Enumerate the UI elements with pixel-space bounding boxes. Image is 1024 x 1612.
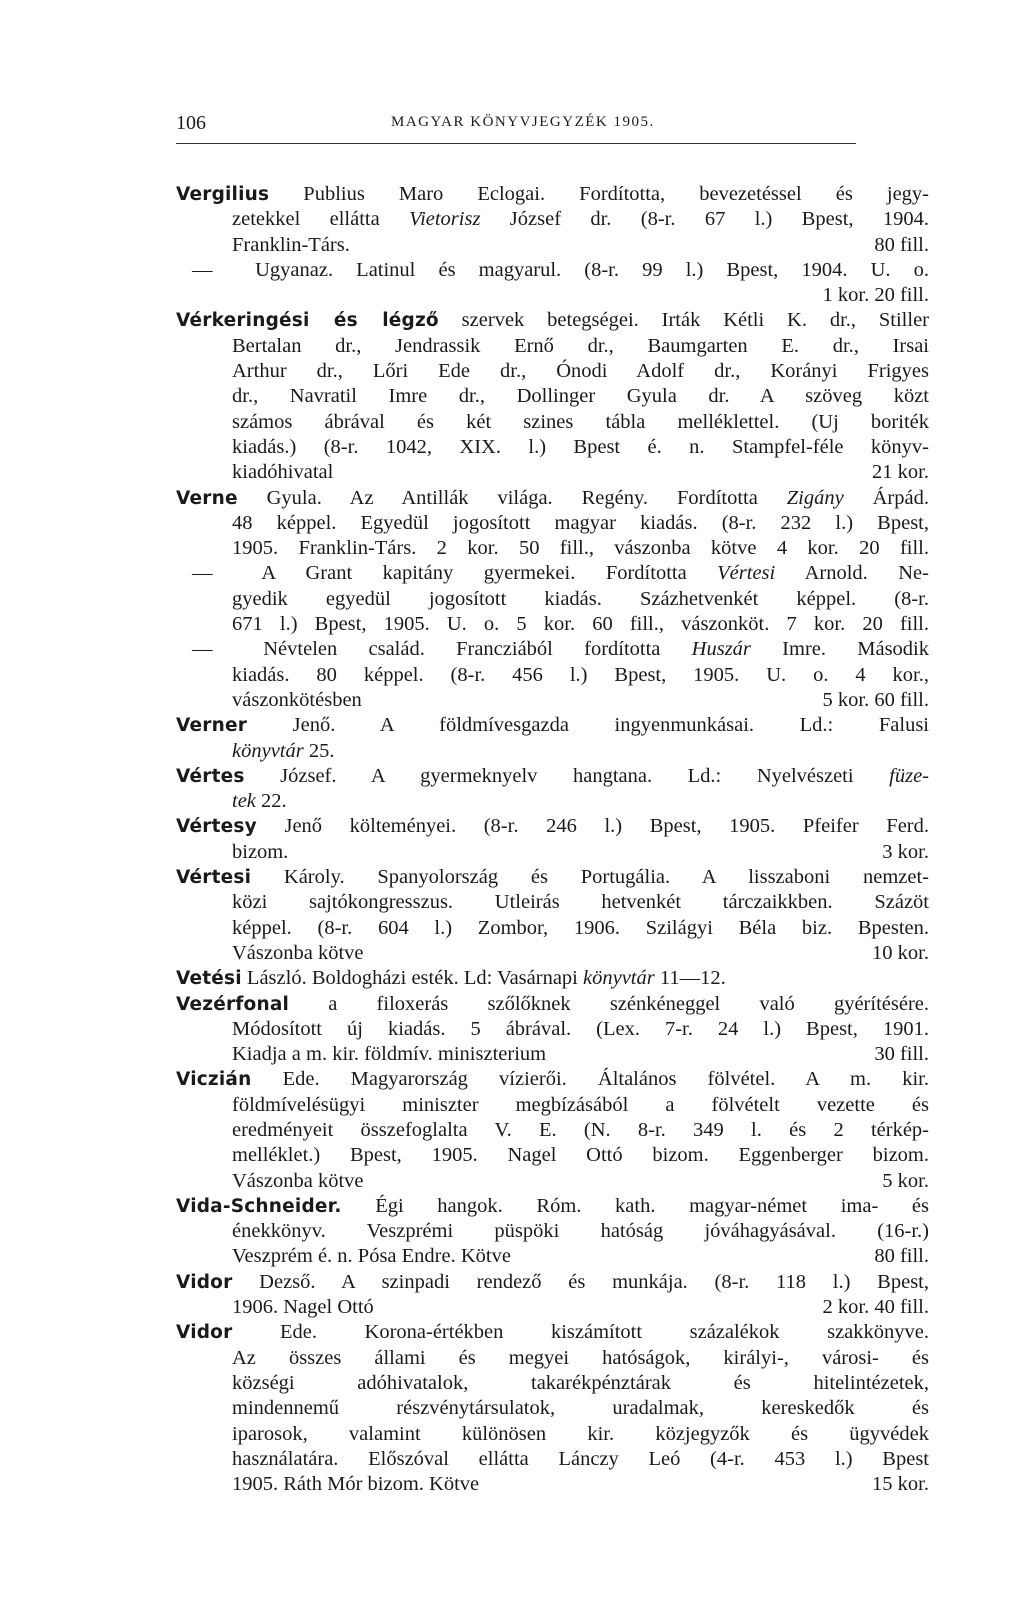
price: 80 fill. bbox=[874, 1245, 929, 1268]
entry-headword: Viczián bbox=[176, 1069, 252, 1091]
entry-line bbox=[176, 1194, 929, 1219]
entry-line bbox=[176, 612, 929, 637]
entry-text: Dezső. A szinpadi rendező és munkája. (8-r. 118 l.) Bpest, bbox=[232, 1270, 929, 1293]
entry-line bbox=[176, 410, 929, 435]
catalog-entry bbox=[176, 1067, 929, 1193]
entry-text: használatára. Előszóval ellátta Lánczy Leó (4-r. 453 l.) Bpest bbox=[232, 1447, 929, 1470]
entry-text: Veszprém é. n. Pósa Endre. Kötve bbox=[232, 1245, 511, 1268]
entry-text: Kiadja a m. kir. földmív. miniszterium bbox=[232, 1043, 547, 1066]
catalog-entry bbox=[176, 1270, 929, 1321]
repeat-dash: — bbox=[192, 638, 213, 661]
entry-text: közi sajtókongresszus. Utleirás hetvenkét tárczaikkben. Százöt bbox=[232, 891, 929, 914]
entry-line bbox=[176, 511, 929, 536]
entry-text: Ede. Magyarország vízierői. Általános fölvétel. A m. kir. bbox=[251, 1068, 929, 1091]
entry-line bbox=[176, 587, 929, 612]
entry-text: Névtelen család. Francziából fordította bbox=[232, 638, 692, 661]
entry-line bbox=[176, 1244, 929, 1269]
entry-text: dr., Navratil Imre dr., Dollinger Gyula dr. A szöveg közt bbox=[232, 385, 929, 408]
entry-line bbox=[176, 688, 929, 713]
entry-line bbox=[176, 764, 929, 789]
page-number: 106 bbox=[176, 112, 206, 134]
catalog-entry bbox=[176, 182, 929, 308]
entry-text: kiadás. 80 képpel. (8-r. 456 l.) Bpest, 1905. U. o. 4 kor., bbox=[232, 663, 929, 686]
repeat-dash: — bbox=[192, 258, 213, 281]
entry-text: Jenő költeményei. (8-r. 246 l.) Bpest, 1905. Pfeifer Ferd. bbox=[256, 815, 929, 838]
entry-line bbox=[176, 1346, 929, 1371]
entry-text: Árpád. bbox=[843, 486, 929, 509]
entry-text: szervek betegségei. Irták Kétli K. dr., Stiller bbox=[438, 309, 929, 332]
entry-line bbox=[176, 207, 929, 232]
entry-text: a filoxerás szőlőknek szénkéneggel való gyérítésére. bbox=[289, 992, 929, 1015]
entry-text: melléklet.) Bpest, 1905. Nagel Ottó bizom. Eggenberger bizom. bbox=[232, 1144, 929, 1167]
italic-name: füze- bbox=[889, 764, 929, 787]
entry-text: 22. bbox=[255, 790, 287, 813]
entry-line bbox=[176, 992, 929, 1017]
entry-text: Arthur dr., Lőri Ede dr., Ónodi Adolf dr., Korányi Frigyes bbox=[232, 360, 929, 383]
entry-line bbox=[176, 233, 929, 258]
entry-line bbox=[176, 637, 929, 662]
italic-name: Zigány bbox=[786, 486, 844, 509]
entry-line bbox=[176, 308, 929, 333]
entry-text: földmívelésügyi miniszter megbízásából a fölvételt vezette és bbox=[232, 1093, 929, 1116]
entry-text: József. A gyermeknyelv hangtana. Ld.: Nyelvészeti bbox=[244, 764, 890, 787]
entry-text: eredményeit összefoglalta V. E. (N. 8-r. 349 l. és 2 térkép- bbox=[232, 1118, 929, 1141]
entry-text: iparosok, valamint különösen kir. közjegyzők és ügyvédek bbox=[232, 1422, 929, 1445]
entry-line bbox=[176, 739, 929, 764]
entry-line bbox=[176, 1042, 929, 1067]
entry-headword: Vértesi bbox=[176, 867, 252, 889]
price: 80 fill. bbox=[874, 233, 929, 256]
header-rule bbox=[176, 143, 856, 144]
entry-text: Imre. Második bbox=[750, 638, 929, 661]
entry-line bbox=[176, 966, 929, 991]
entry-text: József dr. (8-r. 67 l.) Bpest, 1904. bbox=[480, 208, 929, 231]
entry-line bbox=[176, 1396, 929, 1421]
entry-line bbox=[176, 258, 929, 283]
entry-text: mindennemű részvénytársulatok, uradalmak, kereskedők és bbox=[232, 1397, 929, 1420]
catalog-entries bbox=[176, 182, 929, 1497]
entry-line bbox=[176, 1320, 929, 1345]
catalog-entry bbox=[176, 1320, 929, 1497]
entry-line bbox=[176, 460, 929, 485]
price: 1 kor. 20 fill. bbox=[822, 284, 929, 307]
entry-text: Károly. Spanyolország és Portugália. A lisszaboni nemzet- bbox=[251, 866, 929, 889]
entry-line bbox=[176, 182, 929, 207]
entry-text: Publius Maro Eclogai. Fordította, bevezetéssel és jegy- bbox=[269, 183, 929, 205]
entry-line bbox=[176, 1219, 929, 1244]
catalog-entry bbox=[176, 713, 929, 764]
price: 30 fill. bbox=[874, 1043, 929, 1066]
entry-line bbox=[176, 1295, 929, 1320]
entry-text: Vászonba kötve bbox=[232, 941, 364, 964]
price: 3 kor. bbox=[882, 840, 929, 863]
price: 5 kor. 60 fill. bbox=[822, 688, 929, 711]
italic-name: könyvtár bbox=[583, 967, 655, 990]
entry-line bbox=[176, 840, 929, 865]
entry-line bbox=[176, 941, 929, 966]
entry-line bbox=[176, 663, 929, 688]
entry-headword: Verner bbox=[176, 715, 248, 737]
entry-headword: Vergilius bbox=[176, 184, 270, 205]
price: 15 kor. bbox=[872, 1473, 929, 1496]
running-title: MAGYAR KÖNYVJEGYZÉK 1905. bbox=[391, 114, 655, 130]
repeat-dash: — bbox=[192, 562, 213, 585]
entry-text: községi adóhivatalok, takarékpénztárak és hitelintézetek, bbox=[232, 1371, 929, 1394]
entry-text: Jenő. A földmívesgazda ingyenmunkásai. Ld.: Falusi bbox=[247, 714, 929, 737]
italic-name: könyvtár bbox=[232, 739, 304, 762]
entry-line bbox=[176, 890, 929, 915]
entry-line bbox=[176, 1118, 929, 1143]
entry-text: vászonkötésben bbox=[232, 688, 362, 711]
entry-text: zetekkel ellátta bbox=[232, 208, 410, 231]
entry-text: Gyula. Az Antillák világa. Regény. Fordította bbox=[237, 486, 787, 509]
price: 5 kor. bbox=[882, 1169, 929, 1192]
entry-headword: Vidor bbox=[176, 1322, 233, 1344]
catalog-entry bbox=[176, 992, 929, 1068]
entry-line bbox=[176, 1143, 929, 1168]
catalog-entry bbox=[176, 486, 929, 714]
italic-name: Vértesi bbox=[717, 562, 776, 585]
entry-text: László. Boldogházi esték. Ld: Vasárnapi bbox=[241, 967, 583, 990]
entry-line bbox=[176, 435, 929, 460]
catalog-entry bbox=[176, 865, 929, 966]
entry-headword: Vértes bbox=[176, 765, 245, 787]
entry-line bbox=[176, 536, 929, 561]
entry-headword: Vida-Schneider. bbox=[176, 1195, 342, 1217]
entry-line bbox=[176, 486, 929, 511]
entry-text: 1905. Ráth Mór bizom. Kötve bbox=[232, 1473, 480, 1496]
entry-headword: Vetési bbox=[176, 968, 242, 990]
entry-text: Vászonba kötve bbox=[232, 1169, 364, 1192]
entry-text: 671 l.) Bpest, 1905. U. o. 5 kor. 60 fill., vászonköt. 7 kor. 20 fill. bbox=[232, 613, 929, 636]
entry-line bbox=[176, 1472, 929, 1497]
entry-line bbox=[176, 1422, 929, 1447]
entry-text: Bertalan dr., Jendrassik Ernő dr., Baumgarten E. dr., Irsai bbox=[232, 334, 929, 357]
entry-line bbox=[176, 814, 929, 839]
entry-line bbox=[176, 865, 929, 890]
entry-line bbox=[176, 1447, 929, 1472]
page-header bbox=[176, 106, 929, 140]
entry-line bbox=[176, 789, 929, 814]
catalog-entry bbox=[176, 764, 929, 815]
entry-line bbox=[176, 359, 929, 384]
entry-text: gyedik egyedül jogosított kiadás. Százhetvenkét képpel. (8-r. bbox=[232, 587, 929, 610]
italic-name: Huszár bbox=[691, 638, 751, 661]
entry-text: 1906. Nagel Ottó bbox=[232, 1296, 374, 1319]
entry-text: énekkönyv. Veszprémi püspöki hatóság jóváhagyásával. (16-r.) bbox=[232, 1220, 929, 1243]
entry-text: Ugyanaz. Latinul és magyarul. (8-r. 99 l.) Bpest, 1904. U. o. bbox=[232, 258, 929, 281]
price: 2 kor. 40 fill. bbox=[822, 1296, 929, 1319]
catalog-entry bbox=[176, 1194, 929, 1270]
entry-text: képpel. (8-r. 604 l.) Zombor, 1906. Szilágyi Béla biz. Bpesten. bbox=[232, 916, 929, 939]
entry-headword: Vidor bbox=[176, 1271, 233, 1293]
italic-name: tek bbox=[232, 790, 256, 813]
entry-text: 48 képpel. Egyedül jogosított magyar kiadás. (8-r. 232 l.) Bpest, bbox=[232, 511, 929, 534]
entry-text: Az összes állami és megyei hatóságok, királyi-, városi- és bbox=[232, 1346, 929, 1369]
entry-text: 1905. Franklin-Társ. 2 kor. 50 fill., vászonba kötve 4 kor. 20 fill. bbox=[232, 537, 929, 560]
entry-line bbox=[176, 283, 929, 308]
entry-text: 25. bbox=[303, 739, 335, 762]
italic-name: Vietorisz bbox=[409, 208, 481, 231]
entry-text: kiadóhivatal bbox=[232, 461, 334, 484]
entry-text: bizom. bbox=[232, 840, 289, 863]
entry-line bbox=[176, 916, 929, 941]
entry-text: Módosított új kiadás. 5 ábrával. (Lex. 7-r. 24 l.) Bpest, 1901. bbox=[232, 1017, 929, 1040]
entry-text: számos ábrával és két szines tábla melléklettel. (Uj boriték bbox=[232, 410, 929, 433]
price: 21 kor. bbox=[872, 461, 929, 484]
price: 10 kor. bbox=[872, 941, 929, 964]
entry-headword: Verne bbox=[176, 487, 238, 509]
entry-text: 11—12. bbox=[654, 967, 726, 990]
entry-line bbox=[176, 561, 929, 586]
entry-line bbox=[176, 1371, 929, 1396]
entry-headword: Vérkeringési és légző bbox=[176, 310, 439, 332]
entry-text: Franklin-Társ. bbox=[232, 233, 350, 256]
catalog-entry bbox=[176, 308, 929, 485]
entry-headword: Vezérfonal bbox=[176, 993, 290, 1015]
entry-line bbox=[176, 1017, 929, 1042]
entry-line bbox=[176, 1067, 929, 1092]
entry-headword: Vértesy bbox=[176, 816, 257, 838]
entry-line bbox=[176, 713, 929, 738]
entry-line bbox=[176, 1270, 929, 1295]
entry-text: kiadás.) (8-r. 1042, XIX. l.) Bpest é. n. Stampfel-féle könyv- bbox=[232, 435, 929, 458]
catalog-entry bbox=[176, 814, 929, 865]
catalog-entry bbox=[176, 966, 929, 991]
entry-text: Égi hangok. Róm. kath. magyar-német ima- és bbox=[341, 1194, 929, 1217]
entry-line bbox=[176, 1169, 929, 1194]
entry-line bbox=[176, 384, 929, 409]
entry-line bbox=[176, 1093, 929, 1118]
entry-text: A Grant kapitány gyermekei. Fordította bbox=[232, 562, 718, 585]
entry-text: Arnold. Ne- bbox=[775, 562, 929, 585]
entry-line bbox=[176, 334, 929, 359]
entry-text: Ede. Korona-értékben kiszámított százalékok szakkönyve. bbox=[232, 1321, 929, 1344]
